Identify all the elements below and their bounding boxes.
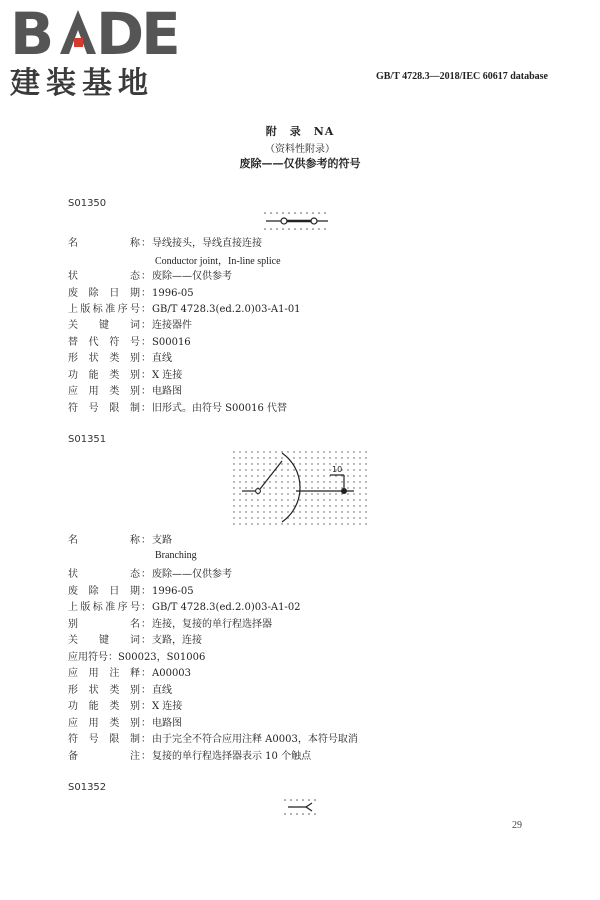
field-function-class: 功能类别：X 连接 xyxy=(68,370,183,381)
field-previous-number: 上版标准序号：GB/T 4728.3(ed.2.0)03-A1-02 xyxy=(68,602,301,613)
symbol-contact-count: 10 xyxy=(332,465,343,474)
page-number: 29 xyxy=(512,820,522,831)
field-application-class: 应用类别：电路图 xyxy=(68,718,182,729)
svg-text:B: B xyxy=(10,4,52,60)
field-application-note: 应用注释：A00003 xyxy=(68,668,192,679)
field-keywords: 关 键 词：连接器件 xyxy=(68,320,192,331)
symbol-s01351-branching xyxy=(230,448,372,530)
field-replacement: 替代符号：S00016 xyxy=(68,337,191,348)
symbol-s01350-conductor-joint xyxy=(262,210,332,232)
field-status: 状 态：废除——仅供参考 xyxy=(68,271,232,282)
bade-logo xyxy=(8,4,178,60)
logo-a-mark xyxy=(60,10,96,54)
field-form-class: 形状类别：直线 xyxy=(68,685,172,696)
field-name-en: Branching xyxy=(155,550,197,561)
symbol-id-s01352: S01352 xyxy=(68,782,107,793)
field-restriction: 符号限制：由于完全不符合应用注释 A0003，本符号取消 xyxy=(68,734,358,745)
field-application-class: 应用类别：电路图 xyxy=(68,386,182,397)
symbol-id-s01351: S01351 xyxy=(68,434,107,445)
field-alias: 别 名：连接，复接的单行程选择器 xyxy=(68,619,272,630)
field-remark: 备 注：复接的单行程选择器表示 10 个触点 xyxy=(68,751,312,762)
annex-heading: 废除——仅供参考的符号 xyxy=(239,157,361,170)
field-name-en: Conductor joint，In-line splice xyxy=(155,256,281,267)
field-date: 废除日期：1996-05 xyxy=(68,586,194,597)
field-name: 名 称：导线接头，导线直接连接 xyxy=(68,238,262,249)
field-form-class: 形状类别：直线 xyxy=(68,353,172,364)
field-name: 名 称：支路 xyxy=(68,535,172,546)
field-previous-number: 上版标准序号：GB/T 4728.3(ed.2.0)03-A1-01 xyxy=(68,304,301,315)
symbol-id-s01350: S01350 xyxy=(68,198,107,209)
annex-title: 附 录 NA xyxy=(265,125,335,138)
field-restriction: 符号限制：旧形式。由符号 S00016 代替 xyxy=(68,403,288,414)
field-function-class: 功能类别：X 连接 xyxy=(68,701,183,712)
field-applied-symbols: 应用符号：S00023，S01006 xyxy=(68,652,206,663)
field-status: 状 态：废除——仅供参考 xyxy=(68,569,232,580)
standard-header: GB/T 4728.3—2018/IEC 60617 database xyxy=(375,71,548,82)
svg-text:DE: DE xyxy=(96,4,178,60)
field-keywords: 关 键 词：支路，连接 xyxy=(68,635,202,646)
logo-chinese-text: 建装基地 xyxy=(10,66,154,101)
field-date: 废除日期：1996-05 xyxy=(68,288,194,299)
symbol-s01352-branch-fragment xyxy=(282,797,322,817)
annex-subtitle: （资料性附录） xyxy=(265,144,335,155)
